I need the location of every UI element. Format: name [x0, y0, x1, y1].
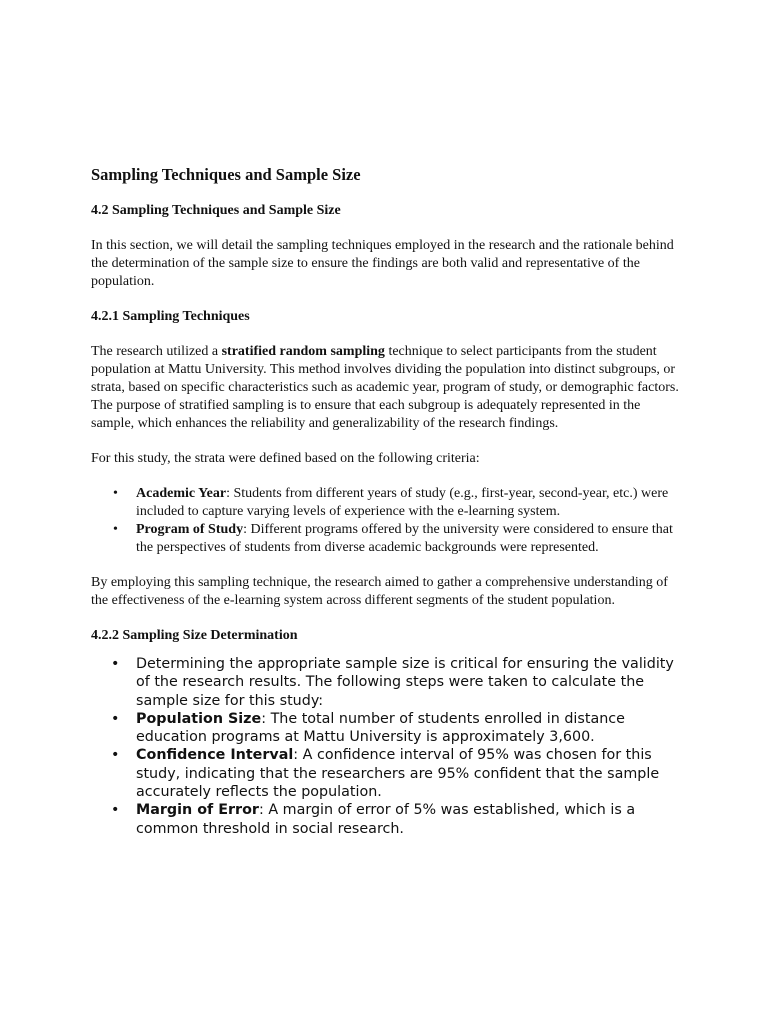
list-item: [91, 710, 681, 747]
list-item-term: Population Size: [136, 710, 262, 727]
paragraph-text-start: The research utilized a: [91, 344, 222, 359]
section-heading-4-2-2: 4.2.2 Sampling Size Determination: [91, 628, 298, 643]
section-heading-4-2: 4.2 Sampling Techniques and Sample Size: [91, 203, 341, 218]
bullet-icon: •: [111, 802, 120, 819]
list-item: [91, 485, 681, 521]
list-item-text: : The total number of students enrolled in distance education programs at Mattu University is approximately 3,600.: [136, 710, 625, 746]
bullet-icon: •: [113, 486, 118, 501]
list-item-term: Program of Study: [136, 522, 244, 537]
page-title: Sampling Techniques and Sample Size: [91, 165, 361, 184]
list-item-text: : A margin of error of 5% was established, which is a common threshold in social research.: [136, 802, 636, 837]
list-item-text: : Students from different years of study (e.g., first-year, second-year, etc.) were included to capture varying levels of experience with the e-learning system.: [136, 486, 669, 519]
bullet-icon: •: [111, 656, 120, 672]
emphasis-stratified-random-sampling: stratified random sampling: [221, 344, 385, 359]
bullet-icon: •: [111, 710, 120, 727]
list-item-text: : A confidence interval of 95% was chosen for this study, indicating that the researchers are 95% confident that the sample accurately reflects the population.: [136, 747, 660, 801]
list-item-term: Margin of Error: [136, 802, 259, 819]
section-heading-4-2-1: 4.2.1 Sampling Techniques: [91, 309, 250, 324]
sample-size-steps-list: [91, 655, 681, 838]
paragraph-text-end: technique to select participants from the student population at Mattu University. This method involves dividing the population into distinct subgroups, or strata, based on specific characteristics such as academic year, program of study, or demographic factors. The purpose of stratified sampling is to ensure that each subgroup is adequately represented in the sample, which enhances the reliability and generalizability of the research findings.: [91, 344, 679, 431]
list-item: [91, 655, 681, 710]
list-item-text: Determining the appropriate sample size is critical for ensuring the validity of the research results. The following steps were taken to calculate the sample size for this study:: [136, 656, 674, 709]
bullet-icon: •: [111, 747, 120, 764]
list-item: [91, 746, 681, 801]
list-item-text: : Different programs offered by the university were considered to ensure that the perspectives of students from diverse academic backgrounds were represented.: [136, 522, 673, 555]
list-item-term: Academic Year: [136, 486, 227, 501]
section-4-2-intro: In this section, we will detail the sampling techniques employed in the research and the rationale behind the determination of the sample size to ensure the findings are both valid and representative of the population.: [91, 238, 674, 289]
strata-criteria-list: [91, 485, 681, 557]
sampling-summary-paragraph: By employing this sampling technique, the research aimed to gather a comprehensive understanding of the effectiveness of the e-learning system across different segments of the student population.: [91, 575, 668, 608]
sampling-technique-paragraph: [91, 343, 681, 433]
document-page: [91, 165, 681, 838]
list-item: [91, 801, 681, 838]
list-item-term: Confidence Interval: [136, 747, 294, 764]
list-item: [91, 521, 681, 557]
bullet-icon: •: [113, 522, 118, 537]
strata-criteria-intro: For this study, the strata were defined based on the following criteria:: [91, 451, 480, 466]
